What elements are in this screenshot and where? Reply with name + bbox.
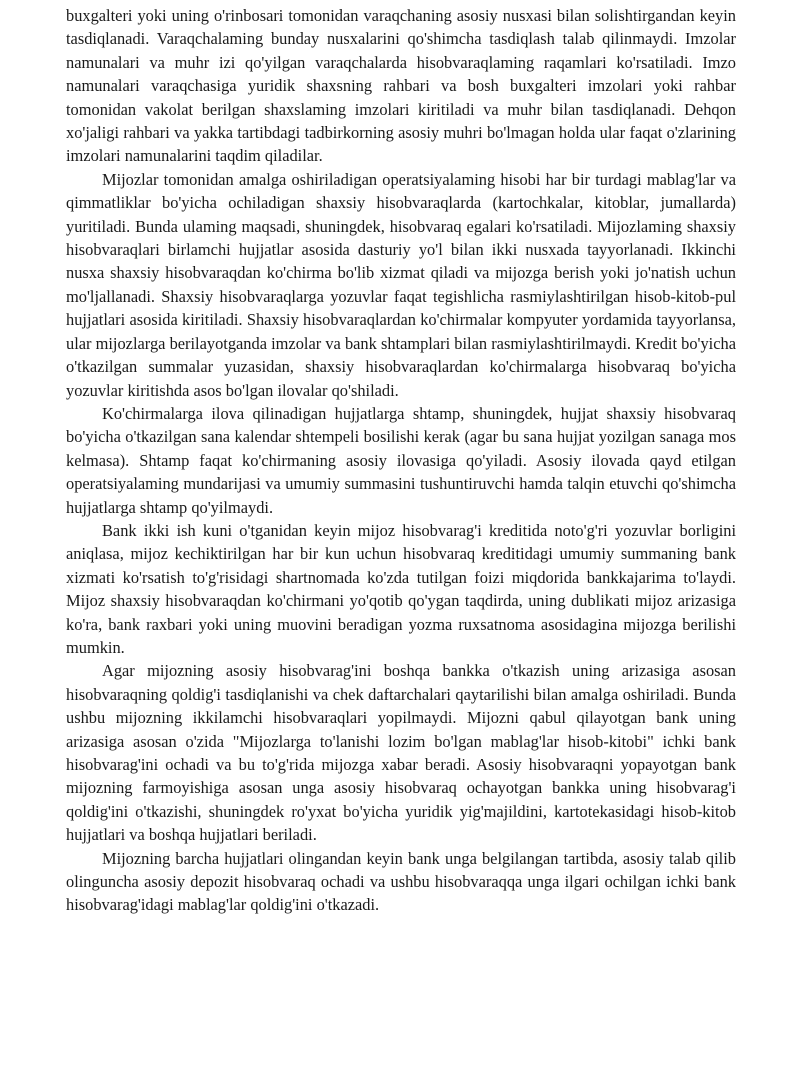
paragraph-client-accounts: Mijozlar tomonidan amalga oshiriladigan operatsiyalaming hisobi har bir turdagi mablag'lar va qimmatliklar bo'yicha ochiladigan shaxsiy hisobvaraqlarda (kartochkalar, kitoblar, jumallarda) yuritiladi. Bunda ulaming maqsadi, shuningdek, hisobvaraq egalari ko'rsatiladi. Mijozlaming shaxsiy hisobvaraqlari birlamchi hujjatlar asosida dasturiy yo'l bilan ikki nusxada tayyorlanadi. Ikkinchi nusxa shaxsiy hisobvaraqdan ko'chirma bo'lib xizmat qiladi va mijozga berish yoki jo'natish uchun mo'ljallanadi. Shaxsiy hisobvaraqlarga yozuvlar faqat tegishlicha rasmiylashtirilgan hisob-kitob-pul hujjatlari asosida kiritiladi. Shaxsiy hisobvaraqlardan ko'chirmalar kompyuter yordamida tayyorlansa, ular mijozlarga berilayotganda imzolar va bank shtamplari bilan rasmiylashtirilmaydi. Kredit bo'yicha o'tkazilgan summalar yuzasidan, shaxsiy hisobvaraqlardan ko'chirmalarga hisobvaraq bo'yicha yozuvlar kiritishda asos bo'lgan ilovalar qo'shiladi. [66, 169, 736, 400]
paragraph-stamp-rules: Ko'chirmalarga ilova qilinadigan hujjatlarga shtamp, shuningdek, hujjat shaxsiy hisobvaraq bo'yicha o'tkazilgan sana kalendar shtempeli bosilishi kerak (agar bu sana hujjat yozilgan sanaga mos kelmasa). Shtamp faqat ko'chirmaning asosiy ilovasiga qo'yiladi. Asosiy ilovada qayd etilgan operatsiyalaming mundarijasi va umumiy summasini tushuntiruvchi hamda talqin etuvchi qo'shimcha hujjatlarga shtamp qo'yilmaydi. [66, 403, 736, 517]
paragraph-account-transfer: Agar mijozning asosiy hisobvarag'ini boshqa bankka o'tkazish uning arizasiga asosan hisobvaraqning qoldig'i tasdiqlanishi va chek daftarchalari qaytarilishi bilan amalga oshiriladi. Bunda ushbu mijozning ikkilamchi hisobvaraqlari yopilmaydi. Mijozni qabul qilayotgan bank uning arizasiga asosan o'zida "Mijozlarga to'lanishi lozim bo'lgan mablag'lar hisob-kitobi" ichki bank hisobvarag'ini ochadi va bu to'g'rida mijozga xabar beradi. Asosiy hisobvaraqni yopayotgan bank mijozning farmoyishiga asosan unga asosiy hisobvaraq ochayotgan bankka uning hisobvarag'i qoldig'ini o'tkazishi, shuningdek ro'yxat bo'yicha yuridik yig'majildini, kartotekasidagi hisob-kitob hujjatlari va boshqa hujjatlari beriladi. [66, 661, 736, 845]
paragraph-incorrect-entries: Bank ikki ish kuni o'tganidan keyin mijoz hisobvarag'i kreditida noto'g'ri yozuvlar borligini aniqlasa, mijoz kechiktirilgan har bir kun uchun hisobvaraq kreditidagi umumiy summaning bank xizmati ko'rsatish to'g'risidagi shartnomada ko'zda tutilgan foizi miqdorida bankkajarima to'laydi. Mijoz shaxsiy hisobvaraqdan ko'chirmani yo'qotib qo'ygan taqdirda, uning dublikati mijoz arizasiga ko'ra, bank raxbari yoki uning muovini beradigan yozma ruxsatnoma asosidagina mijozga berilishi mumkin. [66, 520, 736, 657]
paragraph-deposit-account: Mijozning barcha hujjatlari olingandan keyin bank unga belgilangan tartibda, asosiy talab qilib olinguncha asosiy depozit hisobvaraq ochadi va ushbu hisobvaraqqa unga ilgari ochilgan ichki bank hisobvarag'idagi mablag'lar qoldig'ini o'tkazadi. [66, 848, 736, 915]
paragraph-signature-samples: buxgalteri yoki uning o'rinbosari tomonidan varaqchaning asosiy nusxasi bilan solishtirgandan keyin tasdiqlanadi. Varaqchalaming bunday nusxalarini qo'shimcha tasdiqlash talab qilinmaydi. Imzolar namunalari va muhr izi qo'yilgan varaqchalarda hisobvaraqlaming raqamlari ko'rsatiladi. Imzo namunalari varaqchasiga yuridik shaxsning rahbari va bosh buxgalteri imzolari yoki rahbar tomonidan vakolat berilgan shaxslaming imzolari kiritiladi va muhr bilan tasdiqlanadi. Dehqon xo'jaligi rahbari va yakka tartibdagi tadbirkorning asosiy muhri bo'lmagan holda ular faqat o'zlarining imzolari namunalarini taqdim qiladilar. [66, 6, 736, 166]
document-page [66, 4, 736, 917]
